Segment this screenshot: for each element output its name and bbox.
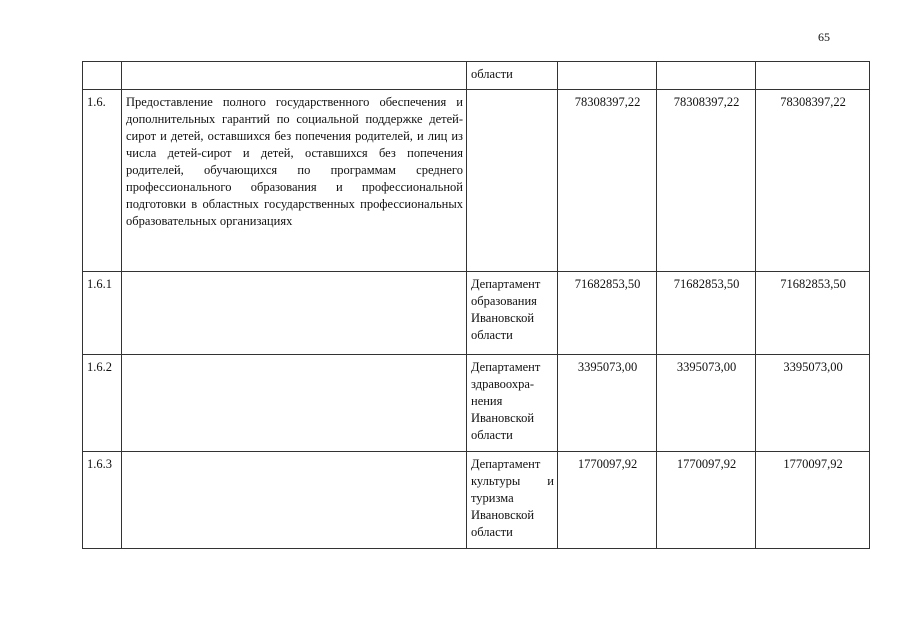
executor: Департамент культуры и туризма Ивановской области bbox=[467, 452, 558, 549]
value-year-2: 1770097,92 bbox=[657, 452, 756, 549]
activity-name: Предоставление полного государственного обеспечения и дополнительных гарантий по социальной поддержке детей-сирот и детей, оставшихся без попечения родителей, и лиц из числа детей-сирот и детей, оставшихся без попечения родителей, обучающихся по программам среднего профессионального образования и профессиональной подготовки в областных государственных профессиональных образовательных организациях bbox=[122, 90, 467, 272]
executor: области bbox=[467, 62, 558, 90]
value-year-3 bbox=[756, 62, 870, 90]
row-number bbox=[83, 62, 122, 90]
executor: Департамент здравоохра- нения Ивановской области bbox=[467, 355, 558, 452]
value-year-1: 1770097,92 bbox=[558, 452, 657, 549]
activity-name bbox=[122, 452, 467, 549]
row-number: 1.6.1 bbox=[83, 272, 122, 355]
value-year-3: 1770097,92 bbox=[756, 452, 870, 549]
table-row bbox=[83, 62, 870, 90]
activity-name bbox=[122, 272, 467, 355]
value-year-1 bbox=[558, 62, 657, 90]
value-year-3: 3395073,00 bbox=[756, 355, 870, 452]
value-year-1: 78308397,22 bbox=[558, 90, 657, 272]
table-row bbox=[83, 90, 870, 272]
value-year-2: 3395073,00 bbox=[657, 355, 756, 452]
row-number: 1.6.3 bbox=[83, 452, 122, 549]
activity-name bbox=[122, 355, 467, 452]
value-year-2: 71682853,50 bbox=[657, 272, 756, 355]
table-row bbox=[83, 272, 870, 355]
executor bbox=[467, 90, 558, 272]
table-row bbox=[83, 355, 870, 452]
activity-name bbox=[122, 62, 467, 90]
value-year-3: 71682853,50 bbox=[756, 272, 870, 355]
value-year-2 bbox=[657, 62, 756, 90]
row-number: 1.6. bbox=[83, 90, 122, 272]
page-number: 65 bbox=[818, 30, 830, 44]
row-number: 1.6.2 bbox=[83, 355, 122, 452]
value-year-1: 71682853,50 bbox=[558, 272, 657, 355]
value-year-1: 3395073,00 bbox=[558, 355, 657, 452]
table-row bbox=[83, 452, 870, 549]
budget-table bbox=[82, 61, 870, 549]
executor: Департамент образования Ивановской области bbox=[467, 272, 558, 355]
value-year-3: 78308397,22 bbox=[756, 90, 870, 272]
value-year-2: 78308397,22 bbox=[657, 90, 756, 272]
